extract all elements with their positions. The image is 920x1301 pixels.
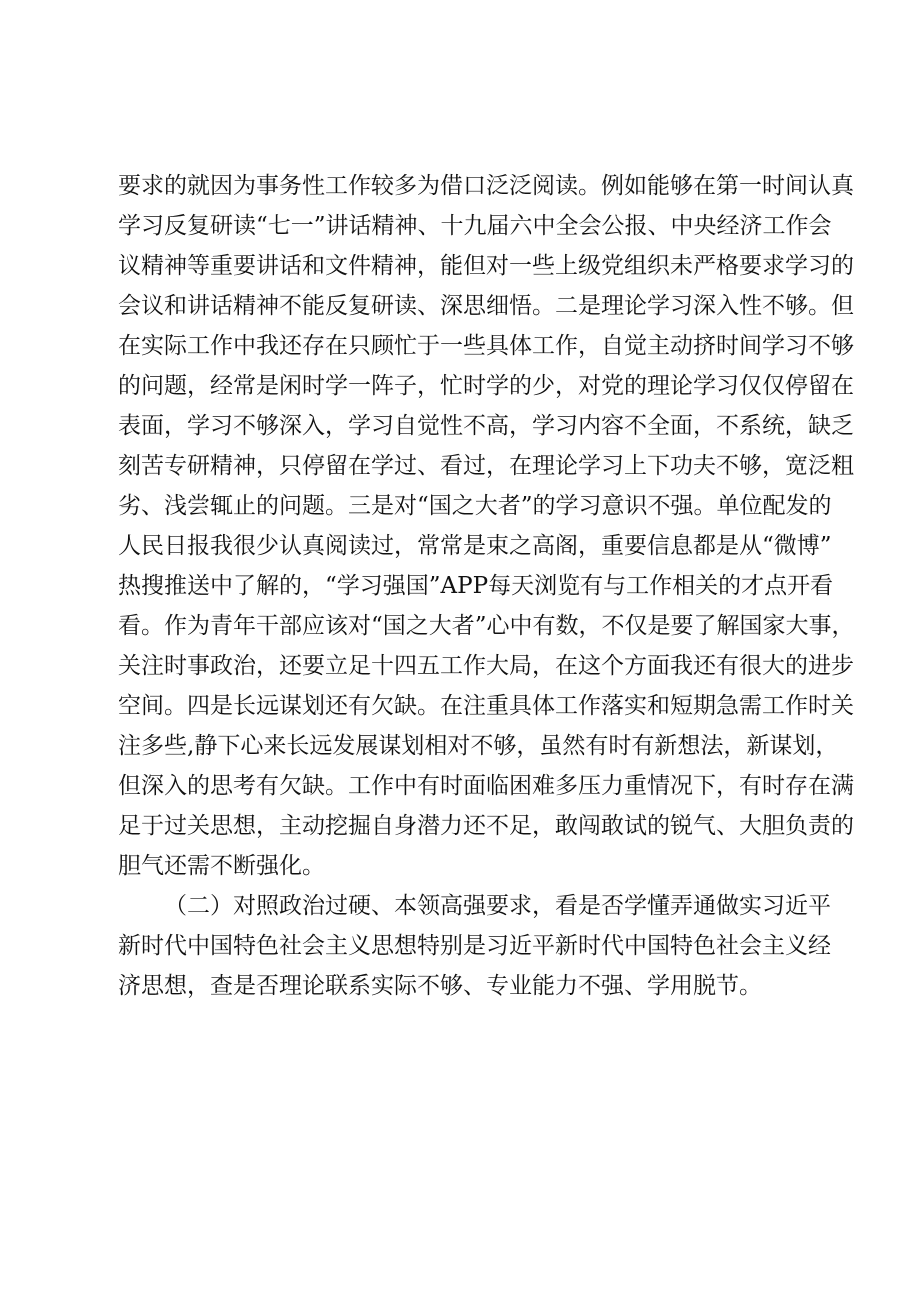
text-line: 但 深 入 的 思 考 有 欠 缺 。 工 作 中 有 时 面 临 困 难 多 压 力 重 情 况 下 ， 有 时 存 在 满: [118, 773, 854, 799]
text-line: 看 。 作 为 青 年 干 部 应 该 对 “ 国 之 大 者 ” 心 中 有 数 ， 不 仅 是 要 了 解 国 家 大 事 ，: [118, 613, 855, 639]
text-line: 胆气还需不断强化。: [118, 853, 325, 879]
text-line: 要 求 的 就 因 为 事 务 性 工 作 较 多 为 借 口 泛 泛 阅 读 。 例 如 能 够 在 第 一 时 间 认 真: [118, 173, 854, 199]
paragraph-1: [118, 166, 855, 886]
text-line: （ 二 ） 对 照 政 治 过 硬 、 本 领 高 强 要 求 ， 看 是 否 学 懂 弄 通 做 实 习 近 平: [164, 893, 831, 919]
text-line: 的 问 题 ， 经 常 是 闲 时 学 一 阵 子 ， 忙 时 学 的 少 ， 对 党 的 理 论 学 习 仅 仅 停 留 在: [118, 373, 854, 399]
text-line: 表 面 ， 学 习 不 够 深 入 ， 学 习 自 觉 性 不 高 ， 学 习 内 容 不 全 面 ， 不 系 统 ， 缺 乏: [118, 413, 854, 439]
text-line: 空 间 。 四 是 长 远 谋 划 还 有 欠 缺 。 在 注 重 具 体 工 作 落 实 和 短 期 急 需 工 作 时 关: [118, 693, 854, 719]
text-line: 热 搜 推 送 中 了 解 的 ， “ 学 习 强 国 ” A P P 每 天 浏 览 有 与 工 作 相 关 的 才 点 开 看: [118, 573, 834, 599]
text-line: 学 习 反 复 研 读 “ 七 一 ” 讲 话 精 神 、 十 九 届 六 中 全 会 公 报 、 中 央 经 济 工 作 会: [118, 213, 832, 239]
text-line: 注 多 些 , 静 下 心 来 长 远 发 展 谋 划 相 对 不 够 ， 虽 然 有 时 有 新 想 法 ， 新 谋 划 ，: [118, 733, 839, 759]
paragraph-2: [118, 886, 831, 1006]
body-text: [118, 166, 855, 1006]
text-line: 刻 苦 专 研 精 神 ， 只 停 留 在 学 过 、 看 过 ， 在 理 论 学 习 上 下 功 夫 不 够 ， 宽 泛 粗: [118, 453, 854, 479]
text-line: 足 于 过 关 思 想 ， 主 动 挖 掘 自 身 潜 力 还 不 足 ， 敢 闯 敢 试 的 锐 气 、 大 胆 负 责 的: [118, 813, 854, 839]
text-line: 在 实 际 工 作 中 我 还 存 在 只 顾 忙 于 一 些 具 体 工 作 ， 自 觉 主 动 挤 时 间 学 习 不 够: [118, 333, 854, 359]
text-line: 新 时 代 中 国 特 色 社 会 主 义 思 想 特 别 是 习 近 平 新 时 代 中 国 特 色 社 会 主 义 经: [118, 933, 831, 959]
text-line: 人 民 日 报 我 很 少 认 真 阅 读 过 ， 常 常 是 束 之 高 阁 ， 重 要 信 息 都 是 从 “ 微 博 ”: [118, 533, 832, 559]
text-line: 关 注 时 事 政 治 ， 还 要 立 足 十 四 五 工 作 大 局 ， 在 这 个 方 面 我 还 有 很 大 的 进 步: [118, 653, 854, 679]
text-line: 会 议 和 讲 话 精 神 不 能 反 复 研 读 、 深 思 细 悟 。 二 是 理 论 学 习 深 入 性 不 够 。 但: [118, 293, 854, 319]
text-line: 议 精 神 等 重 要 讲 话 和 文 件 精 神 ， 能 但 对 一 些 上 级 党 组 织 未 严 格 要 求 学 习 的: [118, 253, 854, 279]
text-line: 济思想，查是否理论联系实际不够、专业能力不强、学用脱节。: [118, 973, 762, 999]
text-line: 劣 、 浅 尝 辄 止 的 问 题 。 三 是 对 “ 国 之 大 者 ” 的 学 习 意 识 不 强 。 单 位 配 发 的: [118, 493, 832, 519]
